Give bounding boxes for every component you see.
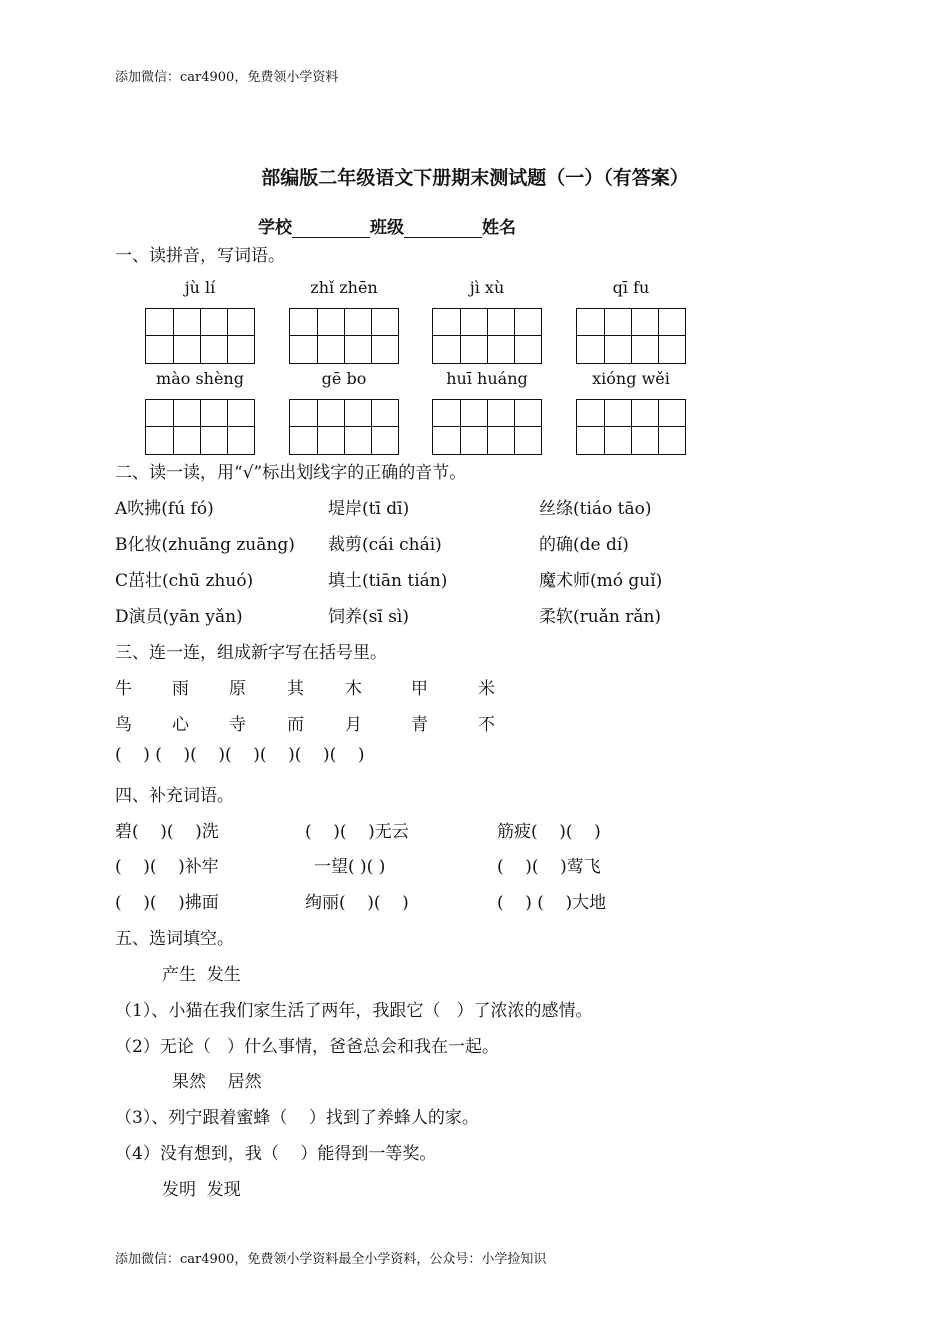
idiom-item[interactable]: ( ) ( )大地 [497, 893, 607, 913]
pinyin: qī fu [612, 278, 650, 297]
section5-heading: 五、选词填空。 [115, 929, 234, 949]
phonetic-item: 柔软(ruǎn rǎn) [539, 607, 662, 627]
idiom-item[interactable]: 绚丽( )( ) [305, 893, 409, 913]
phonetic-item: A吹拂(fú fó) [115, 499, 214, 519]
phonetic-item: B化妆(zhuāng zuāng) [115, 535, 295, 555]
phonetic-item: D演员(yān yǎn) [115, 607, 243, 627]
char-top: 牛 [115, 679, 132, 699]
char-top: 原 [229, 679, 246, 699]
idiom-item[interactable]: 碧( )( )洗 [115, 822, 219, 842]
fill-question[interactable]: （4）没有想到，我（ ）能得到一等奖。 [115, 1144, 437, 1164]
name-label: 姓名 [482, 218, 516, 238]
phonetic-item: 的确(de dí) [539, 535, 629, 555]
phonetic-item: 饲养(sī sì) [328, 607, 409, 627]
page-title: 部编版二年级语文下册期末测试题（一）（有答案） [261, 167, 689, 189]
class-blank[interactable] [404, 219, 482, 238]
school-blank[interactable] [292, 219, 370, 238]
char-top: 木 [345, 679, 362, 699]
fill-question[interactable]: （1）、小猫在我们家生活了两年，我跟它（ ）了浓浓的感情。 [115, 1001, 593, 1021]
idiom-item[interactable]: ( )( )拂面 [115, 893, 219, 913]
section2-heading: 二、读一读，用“√”标出划线字的正确的音节。 [115, 463, 467, 483]
char-bottom: 月 [345, 715, 362, 735]
char-bottom: 心 [172, 715, 189, 735]
phonetic-item: 裁剪(cái chái) [328, 535, 442, 555]
idiom-item[interactable]: ( )( )无云 [305, 822, 409, 842]
answer-blanks[interactable]: ( ) ( )( )( )( )( )( ) [115, 745, 365, 765]
char-bottom: 而 [287, 715, 304, 735]
page-header: 添加微信：car4900，免费领小学资料 [115, 70, 339, 85]
char-top: 其 [287, 679, 304, 699]
pinyin: xióng wěi [592, 369, 670, 388]
char-bottom: 鸟 [115, 715, 132, 735]
school-label: 学校 [258, 218, 292, 238]
pinyin: huī huáng [446, 369, 528, 388]
section3-heading: 三、连一连，组成新字写在括号里。 [115, 643, 387, 663]
writing-grid[interactable] [576, 399, 686, 455]
writing-grid[interactable] [432, 308, 542, 364]
idiom-item[interactable]: 筋疲( )( ) [497, 822, 601, 842]
fill-question[interactable]: （3）、列宁跟着蜜蜂（ ）找到了养蜂人的家。 [115, 1108, 479, 1128]
char-bottom: 青 [411, 715, 428, 735]
student-info [258, 213, 516, 238]
pinyin: mào shèng [156, 369, 244, 388]
char-top: 雨 [172, 679, 189, 699]
section4-heading: 四、补充词语。 [115, 786, 234, 806]
pinyin: gē bo [321, 369, 367, 388]
pinyin: jì xù [469, 278, 505, 297]
phonetic-item: 填土(tiān tián) [328, 571, 448, 591]
char-bottom: 寺 [229, 715, 246, 735]
phonetic-item: C茁壮(chū zhuó) [115, 571, 254, 591]
word-choices: 发明 发现 [162, 1180, 241, 1200]
idiom-item[interactable]: ( )( )莺飞 [497, 857, 601, 877]
writing-grid[interactable] [289, 399, 399, 455]
writing-grid[interactable] [432, 399, 542, 455]
char-top: 米 [478, 679, 495, 699]
fill-question[interactable]: （2）无论（ ）什么事情，爸爸总会和我在一起。 [115, 1037, 500, 1057]
char-top: 甲 [411, 679, 428, 699]
phonetic-item: 丝绦(tiáo tāo) [539, 499, 652, 519]
word-choices: 产生 发生 [162, 965, 241, 985]
writing-grid[interactable] [145, 399, 255, 455]
char-bottom: 不 [478, 715, 495, 735]
class-label: 班级 [370, 218, 404, 238]
idiom-item[interactable]: ( )( )补牢 [115, 857, 219, 877]
pinyin: jù lí [184, 278, 216, 297]
idiom-item[interactable]: 一望( )( ) [314, 857, 386, 877]
word-choices: 果然 居然 [172, 1072, 262, 1092]
pinyin: zhǐ zhēn [310, 278, 378, 297]
writing-grid[interactable] [145, 308, 255, 364]
section1-heading: 一、读拼音，写词语。 [115, 246, 285, 266]
writing-grid[interactable] [289, 308, 399, 364]
page-footer: 添加微信：car4900，免费领小学资料最全小学资料，公众号：小学捡知识 [115, 1252, 547, 1267]
phonetic-item: 魔术师(mó guǐ) [539, 571, 663, 591]
phonetic-item: 堤岸(tī dī) [328, 499, 410, 519]
writing-grid[interactable] [576, 308, 686, 364]
